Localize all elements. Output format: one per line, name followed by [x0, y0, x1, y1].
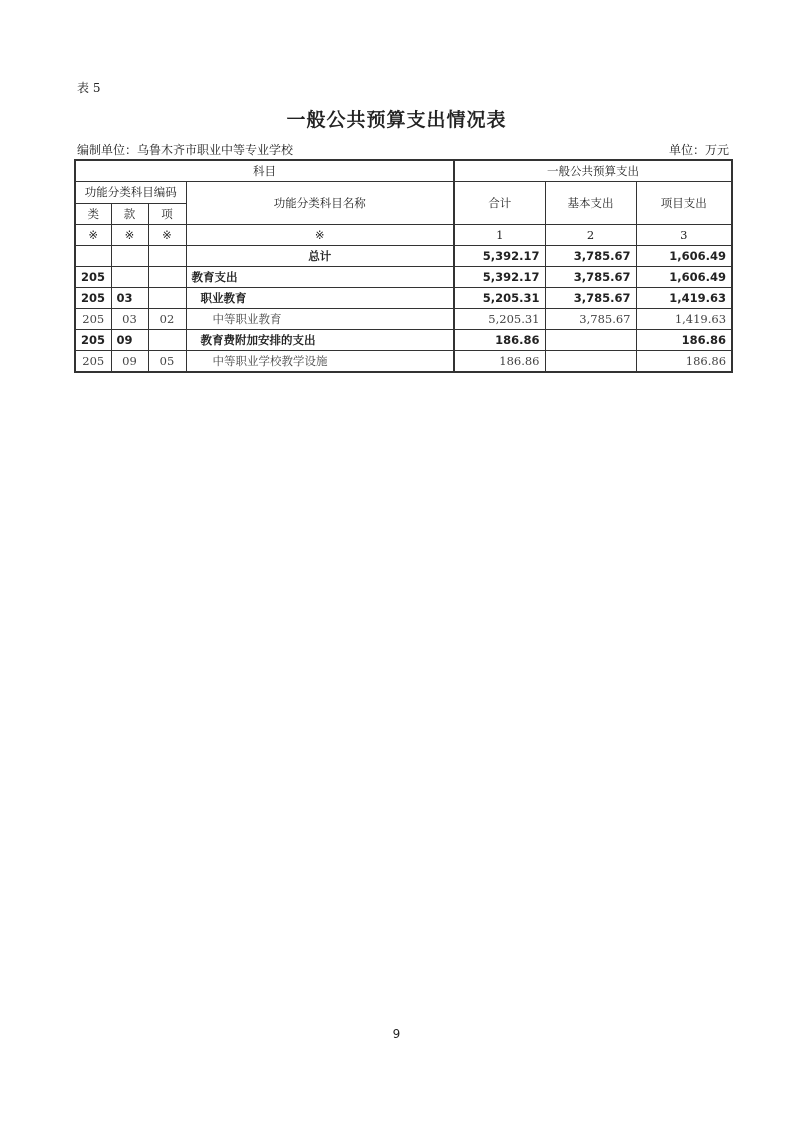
marker-cell: ※ [111, 225, 148, 246]
total-cell: 5,392.17 [454, 246, 545, 267]
project-column-header: 项目支出 [636, 182, 732, 225]
total-cell: 186.86 [454, 351, 545, 373]
xiang-cell: 02 [148, 309, 186, 330]
total-cell: 186.86 [454, 330, 545, 351]
table-row [75, 246, 732, 267]
project-cell: 186.86 [636, 330, 732, 351]
compiling-unit: 编制单位：乌鲁木齐市职业中等专业学校 [77, 143, 294, 157]
kuan-cell: 09 [111, 351, 148, 373]
lei-cell: 205 [75, 267, 111, 288]
lei-column-header: 类 [75, 203, 111, 225]
marker-cell: 1 [454, 225, 545, 246]
name-cell: 中等职业学校教学设施 [186, 351, 454, 373]
marker-cell: 2 [545, 225, 636, 246]
lei-cell [75, 246, 111, 267]
basic-cell: 3,785.67 [545, 246, 636, 267]
lei-cell: 205 [75, 309, 111, 330]
marker-cell: ※ [186, 225, 454, 246]
kuan-cell: 03 [111, 288, 148, 309]
kuan-column-header: 款 [111, 203, 148, 225]
name-cell: 教育费附加安排的支出 [186, 330, 454, 351]
basic-cell: 3,785.67 [545, 267, 636, 288]
subject-group-header: 科目 [75, 160, 454, 182]
kuan-cell [111, 267, 148, 288]
kuan-cell [111, 246, 148, 267]
lei-cell: 205 [75, 288, 111, 309]
total-column-header: 合计 [454, 182, 545, 225]
currency-unit: 单位：万元 [668, 143, 729, 157]
basic-cell [545, 351, 636, 373]
page-number: 9 [392, 1027, 401, 1041]
lei-cell: 205 [75, 330, 111, 351]
basic-cell: 3,785.67 [545, 288, 636, 309]
basic-cell [545, 330, 636, 351]
xiang-cell [148, 246, 186, 267]
xiang-cell [148, 267, 186, 288]
lei-cell: 205 [75, 351, 111, 373]
marker-cell: 3 [636, 225, 732, 246]
header-row-code [75, 182, 732, 204]
name-column-header: 功能分类科目名称 [186, 182, 454, 225]
xiang-cell [148, 288, 186, 309]
total-cell: 5,392.17 [454, 267, 545, 288]
total-cell: 5,205.31 [454, 288, 545, 309]
total-cell: 5,205.31 [454, 309, 545, 330]
basic-cell: 3,785.67 [545, 309, 636, 330]
header-row-group [75, 160, 732, 182]
name-cell: 职业教育 [186, 288, 454, 309]
page-title: 一般公共预算支出情况表 [286, 109, 507, 131]
budget-table [74, 159, 733, 373]
table-label: 表 5 [77, 81, 101, 95]
marker-cell: ※ [75, 225, 111, 246]
name-cell: 中等职业教育 [186, 309, 454, 330]
kuan-cell: 03 [111, 309, 148, 330]
xiang-cell [148, 330, 186, 351]
name-cell: 教育支出 [186, 267, 454, 288]
name-cell: 总计 [186, 246, 454, 267]
marker-cell: ※ [148, 225, 186, 246]
kuan-cell: 09 [111, 330, 148, 351]
table-row [75, 309, 732, 330]
project-cell: 1,606.49 [636, 246, 732, 267]
table-row [75, 330, 732, 351]
xiang-cell: 05 [148, 351, 186, 373]
project-cell: 1,606.49 [636, 267, 732, 288]
code-group-header: 功能分类科目编码 [75, 182, 186, 204]
budget-group-header: 一般公共预算支出 [454, 160, 732, 182]
project-cell: 1,419.63 [636, 288, 732, 309]
table-row [75, 351, 732, 373]
table-row [75, 267, 732, 288]
project-cell: 1,419.63 [636, 309, 732, 330]
table-row [75, 288, 732, 309]
project-cell: 186.86 [636, 351, 732, 373]
marker-row [75, 225, 732, 246]
xiang-column-header: 项 [148, 203, 186, 225]
basic-column-header: 基本支出 [545, 182, 636, 225]
